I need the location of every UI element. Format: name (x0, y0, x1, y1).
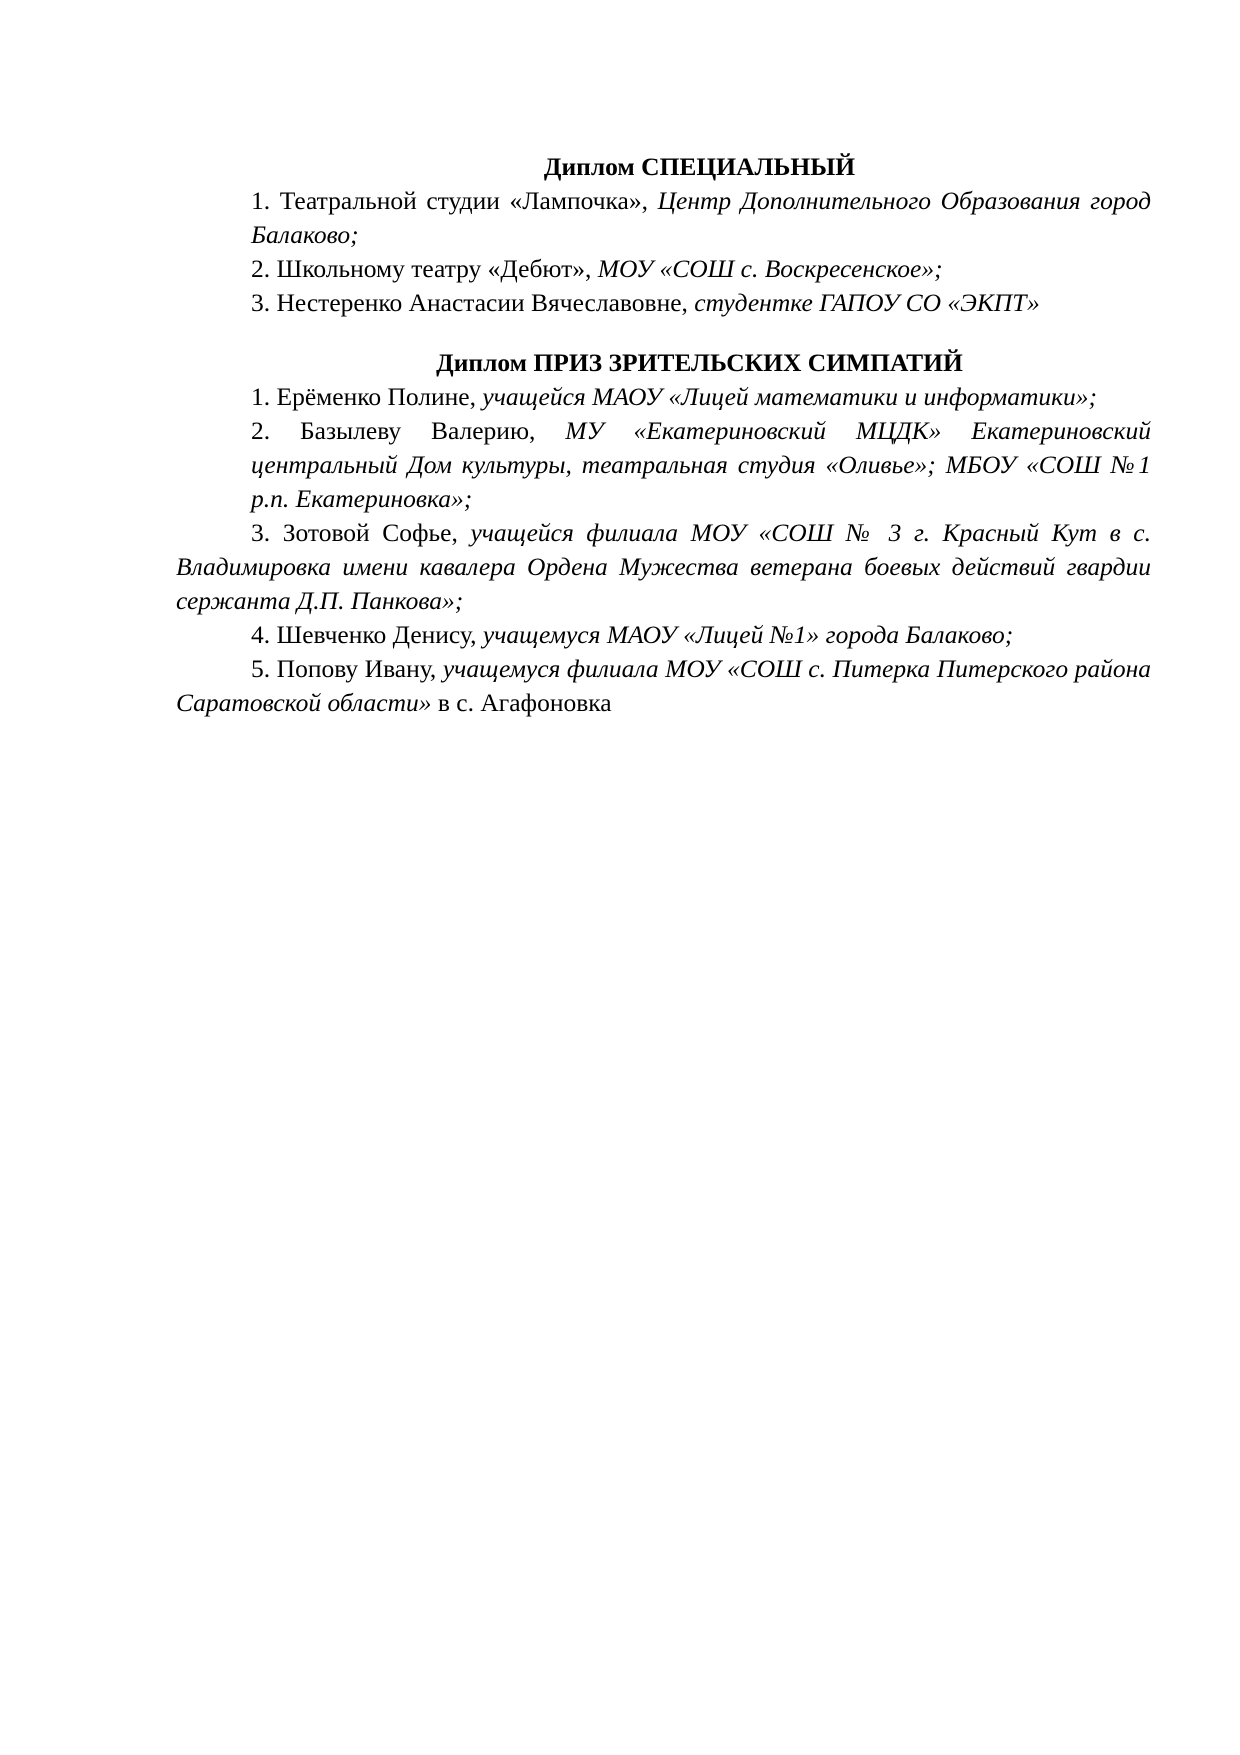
recipient-organization: учащемуся филиала МОУ «СОШ с. Питерка Питерского района Саратовской области» (176, 654, 1151, 717)
section-special-diploma (176, 150, 1151, 320)
list-item (176, 286, 1151, 320)
recipient-name: 1. Театральной студии «Лампочка», (251, 186, 658, 215)
recipient-organization: студентке ГАПОУ СО «ЭКПТ» (694, 288, 1040, 317)
recipient-organization: учащейся филиала МОУ «СОШ № 3 г. Красный Кут в с. Владимировка имени кавалера Ордена Мужества ветерана боевых действий гвардии сержанта Д.П. Панкова»; (176, 518, 1151, 615)
list-item (176, 380, 1151, 414)
list-item (176, 414, 1151, 516)
recipient-name: 3. Нестеренко Анастасии Вячеславовне, (251, 288, 695, 317)
recipient-organization: МОУ «СОШ с. Воскресенское»; (597, 254, 943, 283)
document-content (176, 150, 1151, 720)
recipient-name: 3. Зотовой Софье, (251, 518, 471, 547)
section-heading: Диплом ПРИЗ ЗРИТЕЛЬСКИХ СИМПАТИЙ (436, 348, 963, 377)
recipient-organization: учащемуся МАОУ «Лицей №1» города Балаково; (482, 620, 1014, 649)
recipient-name: 2. Школьному театру «Дебют», (251, 254, 598, 283)
recipient-organization: учащейся МАОУ «Лицей математики и информатики»; (482, 382, 1098, 411)
recipient-name: 2. Базылеву Валерию, (251, 416, 566, 445)
recipient-name: 1. Ерёменко Полине, (251, 382, 483, 411)
list-item (176, 652, 1151, 720)
recipient-organization: МУ «Екатериновский МЦДК» Екатериновский центральный Дом культуры, театральная студия «Оливье»; МБОУ «СОШ №1 р.п. Екатериновка»; (251, 416, 1151, 513)
section-heading: Диплом СПЕЦИАЛЬНЫЙ (543, 152, 856, 181)
list-item (176, 618, 1151, 652)
recipient-name: 4. Шевченко Денису, (251, 620, 483, 649)
section-audience-choice-diploma (176, 346, 1151, 720)
recipient-name: 5. Попову Ивану, (251, 654, 443, 683)
recipient-location: в с. Агафоновка (431, 688, 612, 717)
list-item (176, 184, 1151, 252)
list-item (176, 252, 1151, 286)
list-item (176, 516, 1151, 618)
recipient-organization: Центр Дополнительного Образования город Балаково; (251, 186, 1151, 249)
